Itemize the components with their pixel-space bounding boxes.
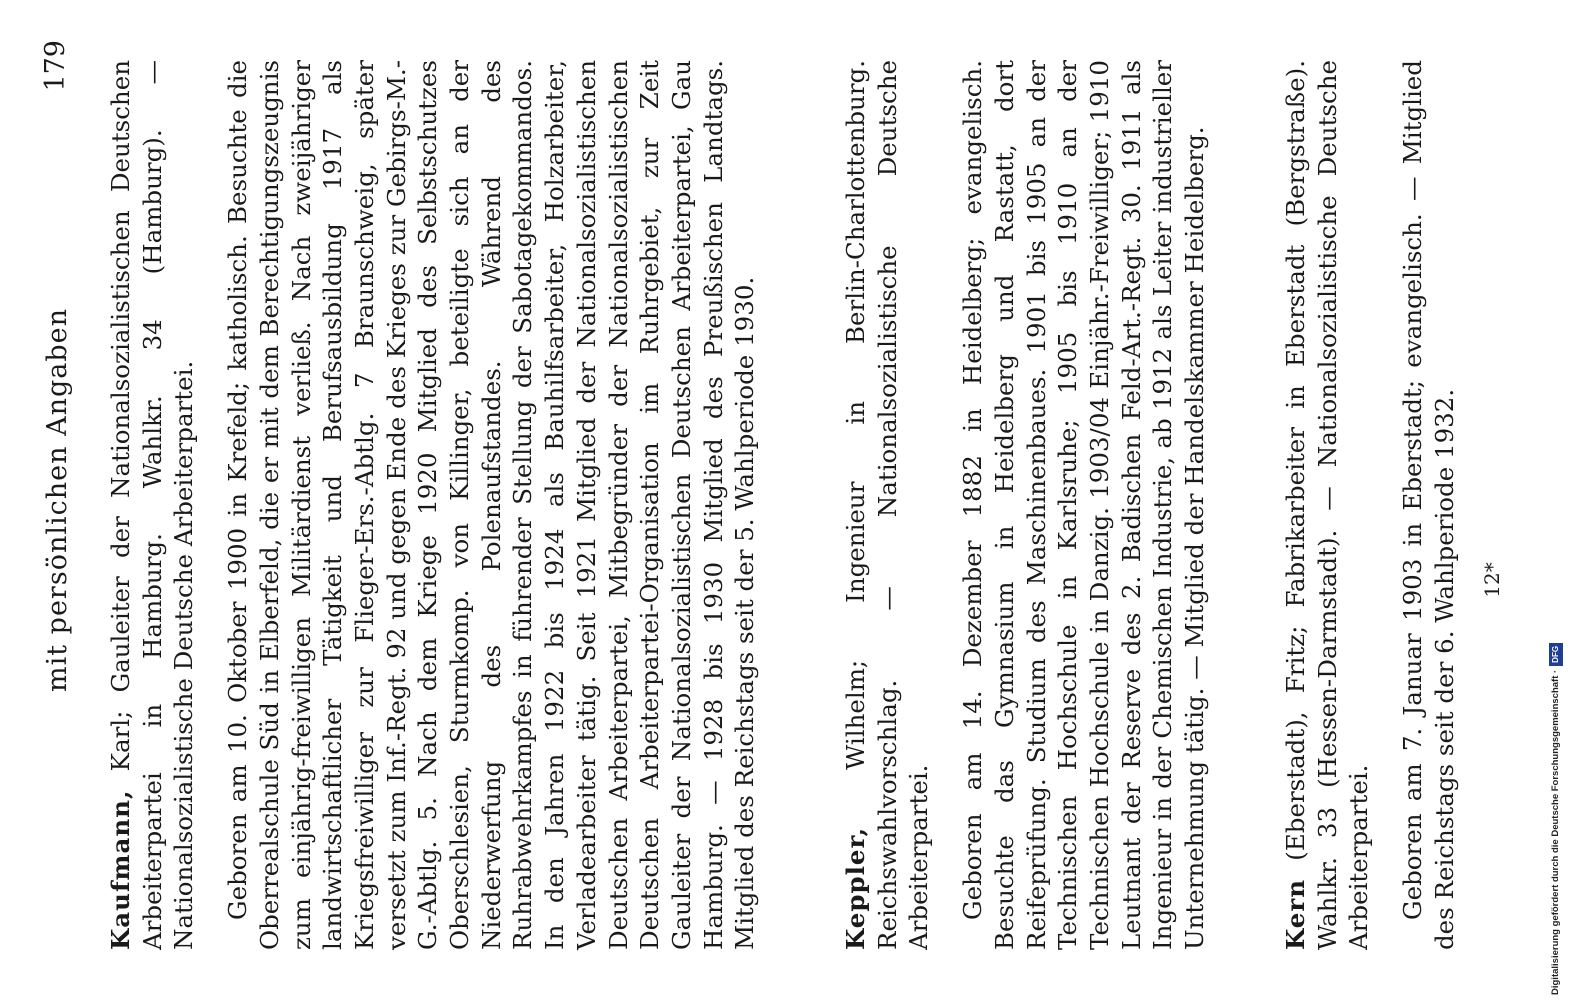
biography-entry <box>840 60 1211 950</box>
entry-heading <box>105 60 200 950</box>
dfg-logo: DFG <box>1549 643 1563 666</box>
entry-name: Keppler, <box>841 826 870 950</box>
entry-name: Kaufmann, <box>106 789 135 950</box>
entry-body: Geboren am 14. Dezember 1882 in Heidelberg; evangelisch. Besuchte das Gymnasium in Heidelberg und Rastatt, dort Reifeprüfung. Studium des Maschinenbaues. 1901 bis 1905 an der Technischen Hochschule in Karlsruhe; 1905 bis 1910 an der Technischen Hochschule in Danzig. 1903/04 Einjähr.-Freiwilliger; 1910 Leutnant der Reserve des 2. Badischen Feld-Art.-Regt. 30. 1911 als Ingenieur in der Chemischen Industrie, ab 1912 als Leiter industrieller Unternehmung tätig. — Mitglied der Handelskammer Heidelberg. <box>958 60 1210 950</box>
dfg-notice-text: Digitalisierung gefördert durch die Deutsche Forschungsgemeinschaft · <box>1550 669 1561 995</box>
entry-body: Geboren am 7. Januar 1903 in Eberstadt; evangelisch. — Mitglied des Reichstags seit der 6. Wahlperiode 1932. <box>1398 60 1459 950</box>
entry-name: Kern <box>1281 878 1310 950</box>
rotated-page-content <box>0 20 1520 980</box>
dfg-sidebar <box>1549 0 1571 1000</box>
entry-heading <box>1280 60 1375 950</box>
page-number: 179 <box>40 40 71 92</box>
biography-entry <box>1280 60 1461 950</box>
biography-entry <box>105 60 761 950</box>
entry-intro: Karl; Gauleiter der Nationalsozialistischen Deutschen Arbeiterpartei in Hamburg. Wahlkr. 34 (Hamburg). — Nationalsozialistische Deutsche Arbeiterpartei. <box>106 60 199 950</box>
entry-heading <box>840 60 935 950</box>
running-title: mit persönlichen Angaben <box>42 308 73 692</box>
dfg-notice <box>1549 5 1563 995</box>
page-header <box>20 20 80 980</box>
entry-intro: (Eberstadt), Fritz; Fabrikarbeiter in Eberstadt (Bergstraße). Wahlkr. 33 (Hessen-Darmstadt). — Nationalsozialistische Deutsche Arbeiterpartei. <box>1281 60 1374 950</box>
entry-body: Geboren am 10. Oktober 1900 in Krefeld; katholisch. Besuchte die Oberrealschule Süd in Elberfeld, die er mit dem Berechtigungszeugnis zum einjährig-freiwilligen Militärdienst verließ. Nach zweijähriger landwirtschaftlicher Tätigkeit und Berufsausbildung 1917 als Kriegsfreiwilliger zur Flieger-Ers.-Abtlg. 7 Braunschweig, später versetzt zum Inf.-Regt. 92 und gegen Ende des Krieges zur Gebirgs-M.-G.-Abtlg. 5. Nach dem Kriege 1920 Mitglied des Selbstschutzes Oberschlesien, Sturmkomp. von Killinger, beteiligte sich an der Niederwerfung des Polenaufstandes. Während des Ruhrabwehrkampfes in führender Stellung der Sabotagekommandos. In den Jahren 1922 bis 1924 als Bauhilfsarbeiter, Holzarbeiter, Verladearbeiter tätig. Seit 1921 Mitglied der Nationalsozialistischen Deutschen Arbeiterpartei, Mitbegründer der Nationalsozialistischen Deutschen Arbeiterpartei-Organisation im Ruhrgebiet, zur Zeit Gauleiter der Nationalsozialistischen Deutschen Arbeiterpartei, Gau Hamburg. — 1928 bis 1930 Mitglied des Preußischen Landtags. Mitglied des Reichstags seit der 5. Wahlperiode 1930. <box>223 60 760 950</box>
signature-mark: 12* <box>1480 562 1504 598</box>
entry-intro: Wilhelm; Ingenieur in Berlin-Charlottenburg. Reichswahlvorschlag. — Nationalsozialistische Deutsche Arbeiterpartei. <box>841 60 934 950</box>
